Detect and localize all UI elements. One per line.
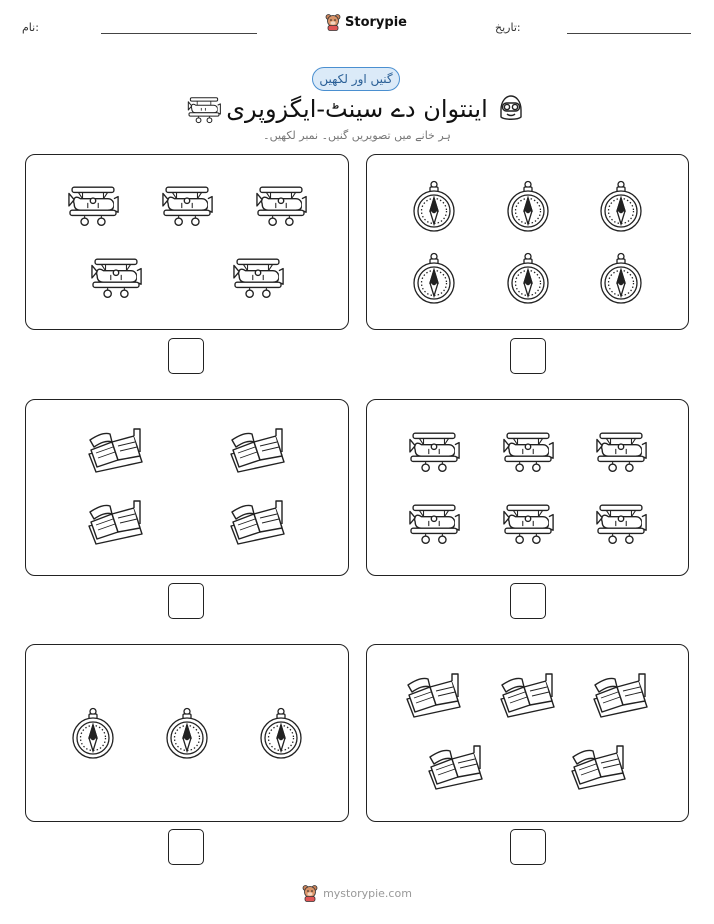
book-icon [591,671,651,723]
count-panel [25,154,349,330]
answer-box[interactable] [510,829,546,865]
bear-icon [325,13,341,31]
book-icon [404,671,464,723]
compass-icon [597,252,645,304]
name-field[interactable] [101,33,257,34]
footer [0,884,714,902]
book-icon [86,426,146,478]
bear-icon [302,884,318,902]
biplane-icon [593,501,649,547]
compass-icon [504,252,552,304]
compass-icon [163,707,211,759]
biplane-icon [159,183,215,229]
biplane-icon [253,183,309,229]
answer-box[interactable] [168,338,204,374]
answer-box[interactable] [168,583,204,619]
footer-url: mystorypie.com [323,886,412,900]
biplane-icon [88,255,144,301]
count-panel [366,399,689,576]
worksheet-instructions: ہر خانے میں تصویریں گنیں۔ نمبر لکھیں۔ [263,129,451,142]
brand-logo [325,13,407,31]
biplane-icon [500,429,556,475]
date-label: تاریخ: [495,21,521,34]
aviator-helmet-icon [496,93,526,123]
biplane-icon [406,501,462,547]
answer-box[interactable] [510,583,546,619]
compass-icon [410,252,458,304]
answer-box[interactable] [510,338,546,374]
compass-icon [69,707,117,759]
book-icon [228,498,288,550]
compass-icon [597,180,645,232]
compass-icon [257,707,305,759]
biplane-icon [406,429,462,475]
date-field[interactable] [567,33,691,34]
brand-name: Storypie [345,14,407,30]
activity-badge: گنیں اور لکھیں [312,67,400,91]
book-icon [228,426,288,478]
biplane-icon [500,501,556,547]
name-label: نام: [22,21,39,34]
biplane-icon [593,429,649,475]
compass-icon [410,180,458,232]
book-icon [86,498,146,550]
book-icon [569,743,629,795]
biplane-icon [65,183,121,229]
book-icon [426,743,486,795]
book-icon [498,671,558,723]
compass-icon [504,180,552,232]
biplane-icon [230,255,286,301]
answer-box[interactable] [168,829,204,865]
worksheet-title: اینتوان دے سینٹ-ایگزوپری [226,95,488,123]
count-panel [25,399,349,576]
